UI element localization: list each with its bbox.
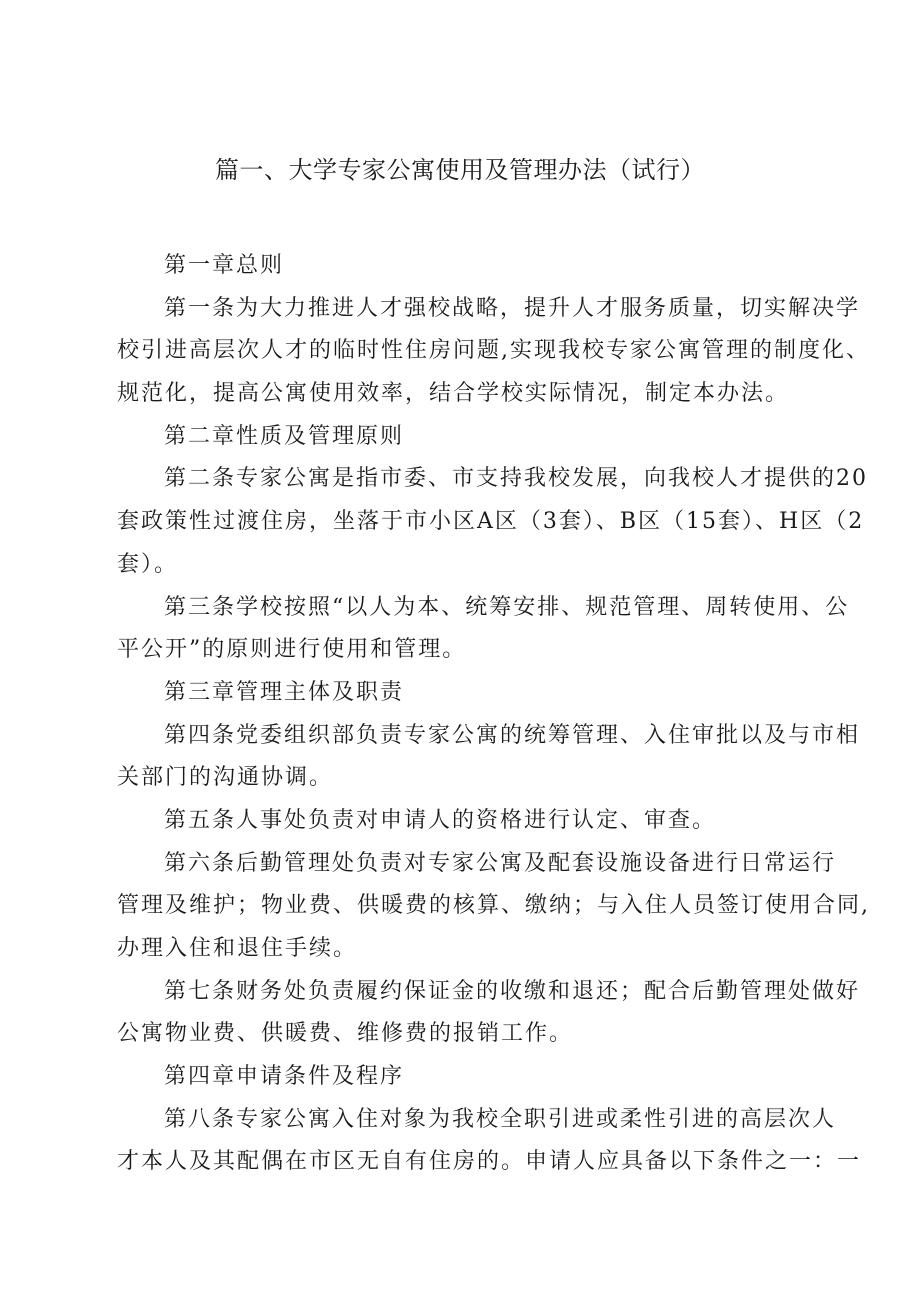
text-line: 关部门的沟通协调。: [117, 765, 334, 791]
document-body: [117, 245, 870, 1184]
text-line: 第六条后勤管理处负责对专家公寓及配套设施设备进行日常运行: [164, 850, 837, 876]
text-line: 才本人及其配偶在市区无自有住房的。申请人应具备以下条件之一：一: [117, 1149, 862, 1175]
text-line: 公寓物业费、供暖费、维修费的报销工作。: [117, 1021, 574, 1047]
text-line: 第五条人事处负责对申请人的资格进行认定、审查。: [164, 807, 717, 833]
text-line: 第一章总则: [164, 253, 285, 278]
text-line: 平公开”的原则进行使用和管理。: [117, 637, 467, 663]
text-line: 校引进高层次人才的临时性住房问题,实现我校专家公寓管理的制度化、: [117, 338, 870, 364]
text-line: 规范化，提高公寓使用效率，结合学校实际情况，制定本办法。: [117, 381, 790, 407]
document-title: 篇一、大学专家公寓使用及管理办法（试行）: [215, 156, 705, 184]
text-line: 办理入住和退住手续。: [117, 936, 358, 961]
text-line: 第二章性质及管理原则: [164, 423, 405, 449]
text-line: 套政策性过渡住房，坐落于市小区A区（3套）、B区（15套）、H区（2: [117, 509, 865, 535]
text-line: 第八条专家公寓入住对象为我校全职引进或柔性引进的高层次人: [164, 1106, 837, 1132]
text-line: 第三章管理主体及职责: [164, 679, 405, 705]
text-line: 套）。: [117, 551, 179, 577]
text-line: 第三条学校按照“以人为本、统筹安排、规范管理、周转使用、公: [164, 594, 850, 620]
text-line: 第二条专家公寓是指市委、市支持我校发展，向我校人才提供的20: [164, 466, 868, 492]
text-line: 第七条财务处负责履约保证金的收缴和退还；配合后勤管理处做好: [164, 978, 861, 1004]
text-line: 第四章申请条件及程序: [164, 1064, 405, 1090]
text-line: 第一条为大力推进人才强校战略，提升人才服务质量，切实解决学: [164, 295, 861, 321]
text-line: 管理及维护；物业费、供暖费的核算、缴纳；与入住人员签订使用合同,: [117, 893, 870, 919]
text-line: 第四条党委组织部负责专家公寓的统筹管理、入住审批以及与市相: [164, 722, 861, 748]
